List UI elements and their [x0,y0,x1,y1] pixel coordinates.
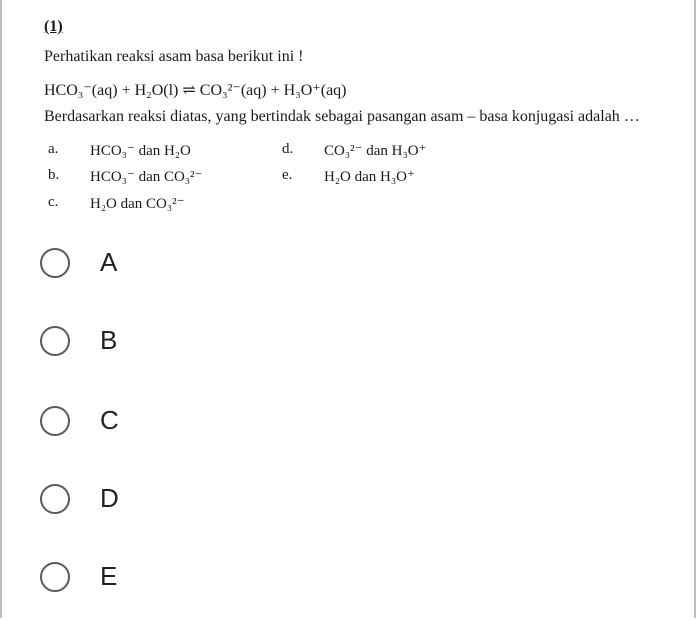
answer-choice-e[interactable] [40,561,117,592]
option-b [48,167,202,186]
answer-choice-d[interactable] [40,483,119,514]
answer-choice-b[interactable] [40,325,117,356]
radio-button-e[interactable] [40,562,70,592]
answer-label-d[interactable]: D [100,483,119,513]
option-d-letter: d. [282,141,294,157]
option-a-letter: a. [48,141,59,157]
option-e-letter: e. [282,167,293,183]
radio-button-c[interactable] [40,406,70,436]
option-b-letter: b. [48,167,60,183]
option-c-text: H₂O dan CO₃²⁻ [90,196,185,212]
answer-label-e[interactable]: E [100,561,118,591]
reaction-equation: HCO₃⁻(aq) + H₂O(l) ⇌ CO₃²⁻(aq) + H₃O⁺(aq) [44,82,347,99]
radio-button-b[interactable] [40,326,70,356]
option-e [282,167,415,186]
radio-button-d[interactable] [40,484,70,514]
option-c-letter: c. [48,194,59,210]
answer-label-a[interactable]: A [100,247,118,277]
option-c [48,194,185,213]
radio-button-a[interactable] [40,248,70,278]
option-e-text: H₂O dan H₃O⁺ [324,169,415,185]
option-d [282,141,426,160]
question-number: (1) [44,18,63,35]
answer-choice-c[interactable] [40,405,119,436]
option-b-text: HCO₃⁻ dan CO₃²⁻ [90,169,203,185]
option-d-text: CO₃²⁻ dan H₃O⁺ [324,143,427,159]
question-intro: Perhatikan reaksi asam basa berikut ini ! [44,48,304,65]
question-prompt: Berdasarkan reaksi diatas, yang bertindak sebagai pasangan asam – basa konjugasi adalah … [44,108,640,125]
answer-label-b[interactable]: B [100,325,118,355]
option-a [48,141,191,160]
option-a-text: HCO₃⁻ dan H₂O [90,143,191,159]
answer-label-c[interactable]: C [100,405,119,435]
answer-choice-a[interactable] [40,247,117,278]
